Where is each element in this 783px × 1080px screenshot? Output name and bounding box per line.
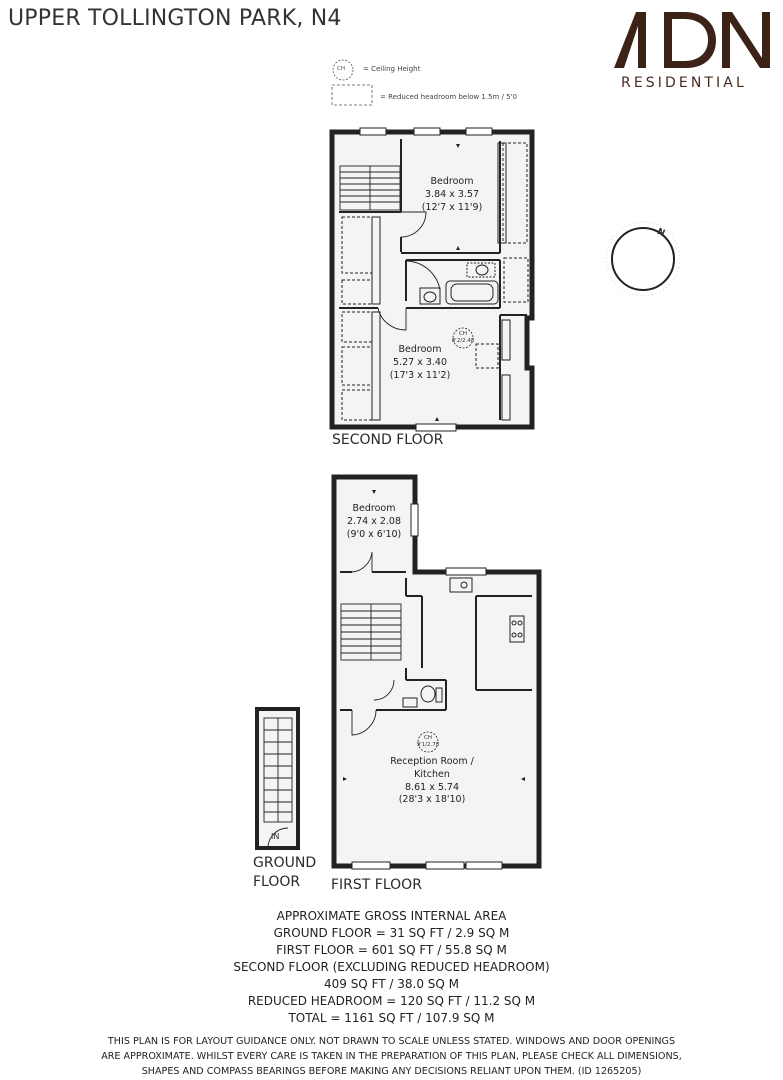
legend-ch-symbol: CH: [337, 66, 345, 72]
area-heading: APPROXIMATE GROSS INTERNAL AREA: [276, 909, 507, 923]
room-dimensions-imperial: (9'0 x 6'10): [346, 528, 402, 540]
room-name-line1: Reception Room /: [390, 756, 474, 767]
compass-north-label: N: [655, 226, 667, 240]
area-total: TOTAL = 1161 SQ FT / 107.9 SQ M: [288, 1011, 495, 1025]
room-dimensions-metric: 2.74 x 2.08: [347, 515, 401, 527]
logo-subtitle: RESIDENTIAL: [621, 75, 747, 91]
room-name: Bedroom: [398, 344, 442, 355]
second-floor-label: SECOND FLOOR: [332, 432, 444, 448]
room-name: Bedroom: [352, 503, 396, 514]
disclaimer-line2: ARE APPROXIMATE. WHILST EVERY CARE IS TAKEN IN THE PREPARATION OF THIS PLAN, PLEASE CHECK ALL DIMENSIONS,: [101, 1051, 682, 1062]
entrance-label: IN: [271, 832, 280, 841]
disclaimer: [40, 1034, 743, 1079]
disclaimer-line1: THIS PLAN IS FOR LAYOUT GUIDANCE ONLY. NOT DRAWN TO SCALE UNLESS STATED. WINDOWS AND DOOR OPENINGS: [107, 1036, 676, 1047]
room-name-line2: Kitchen: [414, 768, 450, 780]
ch-value: 8'2/2.48: [451, 337, 475, 344]
room-dimensions-metric: 8.61 x 5.74: [405, 781, 459, 793]
room-name: Bedroom: [430, 176, 474, 187]
ground-floor-label-line2: FLOOR: [253, 874, 301, 890]
ch-symbol: CH: [424, 735, 432, 741]
area-ground: GROUND FLOOR = 31 SQ FT / 2.9 SQ M: [273, 926, 510, 940]
room-dimensions-imperial: (28'3 x 18'10): [398, 794, 466, 806]
disclaimer-line3: SHAPES AND COMPASS BEARINGS BEFORE MAKING ANY DECISIONS RELIANT UPON THEM. (ID 1265205): [141, 1066, 642, 1077]
room-dimensions-metric: 5.27 x 3.40: [393, 356, 447, 368]
area-first: FIRST FLOOR = 601 SQ FT / 55.8 SQ M: [276, 943, 507, 957]
ch-symbol: CH: [459, 331, 467, 337]
legend-reduced-headroom-text: = Reduced headroom below 1.5m / 5'0: [380, 93, 517, 101]
first-floor-label: FIRST FLOOR: [331, 877, 422, 893]
area-second-line1: SECOND FLOOR (EXCLUDING REDUCED HEADROOM): [233, 960, 550, 974]
area-second-line2: 409 SQ FT / 38.0 SQ M: [323, 977, 460, 991]
gross-internal-area: [0, 908, 783, 1027]
page-title: UPPER TOLLINGTON PARK, N4: [8, 6, 342, 31]
room-dimensions-imperial: (12'7 x 11'9): [421, 201, 483, 213]
area-reduced: REDUCED HEADROOM = 120 SQ FT / 11.2 SQ M: [247, 994, 536, 1008]
room-dimensions-imperial: (17'3 x 11'2): [389, 369, 451, 381]
legend-ch-text: = Ceiling Height: [363, 65, 421, 73]
ch-value: 9'1/2.78: [416, 741, 440, 748]
room-dimensions-metric: 3.84 x 3.57: [425, 188, 479, 200]
ground-floor-label-line1: GROUND: [253, 855, 317, 871]
